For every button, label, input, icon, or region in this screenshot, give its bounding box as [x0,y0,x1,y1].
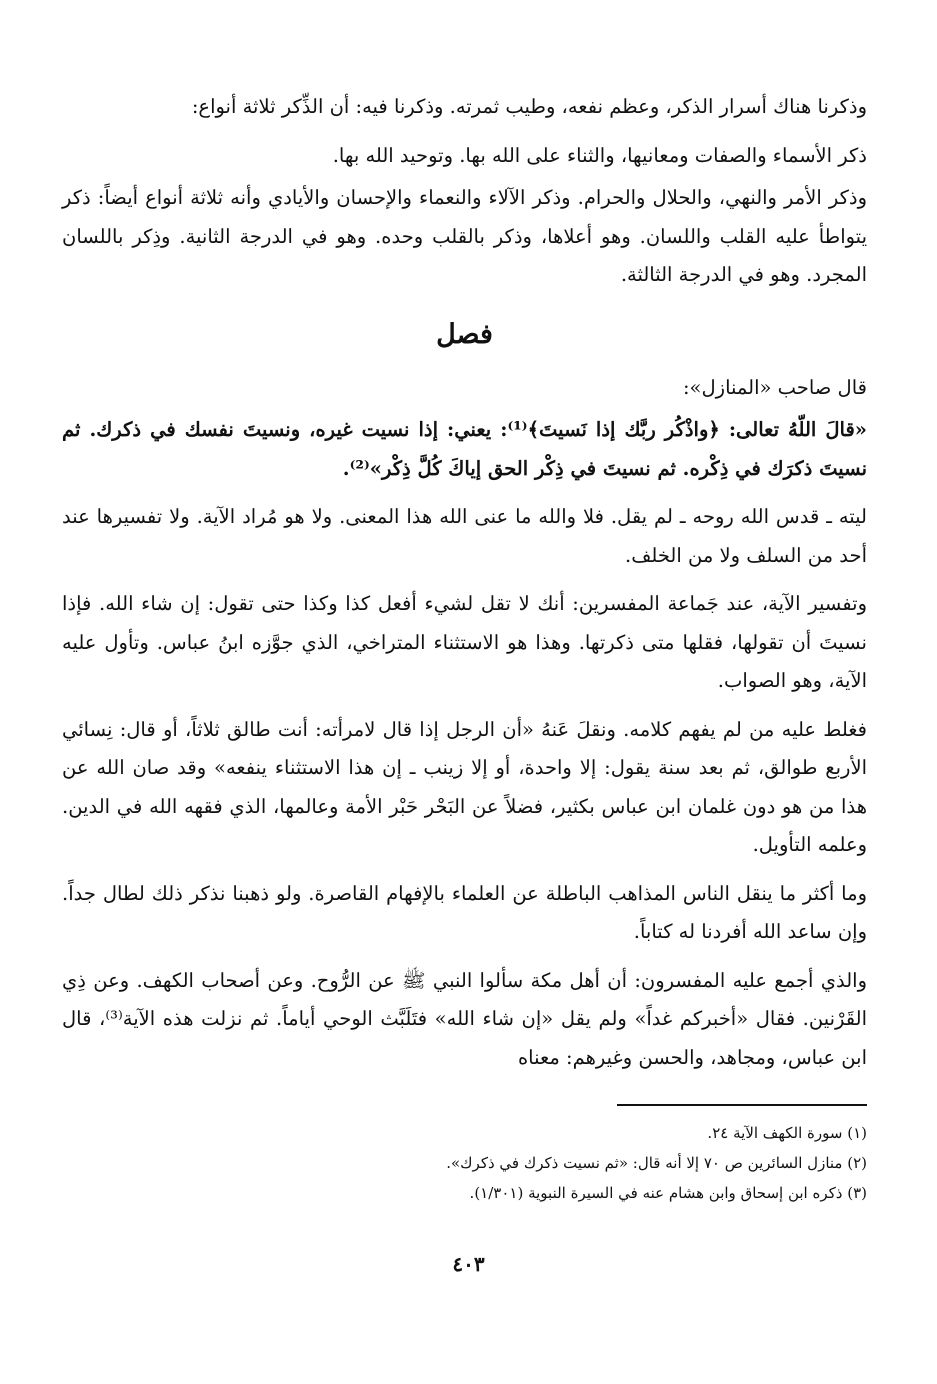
intro-line: قال صاحب «المنازل»: [682,375,867,399]
paragraph-command-prohibition: وذكر الأمر والنهي، والحلال والحرام. وذكر الآلاء والنعماء والإحسان والأيادي وأنه ثلاثة أنواع أيضاً: ذكر يتواطأ عليه القلب واللسان. وهو أعلاها، وذكر بالقلب وحده. وهو في الدرجة الثانية. وذِكر باللسان المجرد. وهو في الدرجة الثالثة. [62,186,867,286]
paragraph-remembrance-types: وذكرنا هناك أسرار الذكر، وعظم نفعه، وطيب ثمرته. وذكرنا فيه: أن الذِّكر ثلاثة أنواع: [191,95,867,118]
paragraph-critique: ليته ـ قدس الله روحه ـ لم يقل. فلا والله ما عنى الله هذا المعنى. ولا هو مُراد الآية. ولا تفسيرها عند أحد من السلف ولا من الخلف. [62,505,867,567]
paragraph-tafsir: وتفسير الآية، عند جَماعة المفسرين: أنك لا تقل لشيء أفعل كذا وكذا حتى تقول: إن شاء الله. فإذا نسيتَ أن تقولها، فقلها متى ذكرتها. وهذا هو الاستثناء المتراخي، الذي جوَّزه ابنُ عباس. وتأول عليه الآية، وهو الصواب. [62,592,867,692]
quote-paragraph: «قالَ اللّهُ تعالى: ﴿واذْكُر ربَّك إذا نَسيتَ﴾⁽¹⁾: يعني: إذا نسيت غيره، ونسيتَ نفسك في ذكرك. ثم نسيتَ ذكرَك في ذِكْره. ثم نسيتَ في ذِكْر الحق إياكَ كُلَّ ذِكْر»⁽²⁾. [62,418,867,480]
body-text [62,88,867,1087]
paragraph-consensus: والذي أجمع عليه المفسرون: أن أهل مكة سألوا النبي ﷺ عن الرُّوح. وعن أصحاب الكهف. وعن ذِي القَرْنين. فقال «أخبركم غداً» ولم يقل «إن شاء الله» فتَلَبَّث الوحي أياماً. ثم نزلت هذه الآية⁽³⁾، قال ابن عباس، ومجاهد، والحسن وغيرهم: معناه [62,968,868,1069]
footnote-2: (٢) منازل السائرين ص ٧٠ إلا أنه قال: «ثم نسيت ذكرك في ذكرك». [446,1154,867,1172]
paragraph-error: فغلط عليه من لم يفهم كلامه. ونقلَ عَنهُ «أن الرجل إذا قال لامرأته: أنت طالق ثلاثاً، أو قال: نِسائي الأربع طوالق، ثم بعد سنة يقول: إلا واحدة، أو إلا زينب ـ إن هذا الاستثناء ينفعه» وقد صان الله عن هذا من هو دون غلمان ابن عباس بكثير، فضلاً عن البَحْر حَبْر الأمة وعالمها، الذي فقهه الله في الدين. وعلمه التأويل. [62,717,867,856]
footnote-3: (٣) ذكره ابن إسحاق وابن هشام عنه في السيرة النبوية (١/٣٠١). [469,1184,867,1202]
section-heading: فصل [436,318,493,350]
footnote-divider [617,1104,867,1106]
paragraph-false-attribution: وما أكثر ما ينقل الناس المذاهب الباطلة عن العلماء بالإفهام القاصرة. ولو ذهبنا نذكر ذلك لطال جداً. وإن ساعد الله أفردنا له كتاباً. [62,881,867,943]
footnotes [62,1104,867,1208]
paragraph-names-attributes: ذكر الأسماء والصفات ومعانيها، والثناء على الله بها. وتوحيد الله بها. [332,143,867,167]
footnote-1: (١) سورة الكهف الآية ٢٤. [707,1124,867,1142]
page-number: ٤٠٣ [452,1252,485,1276]
